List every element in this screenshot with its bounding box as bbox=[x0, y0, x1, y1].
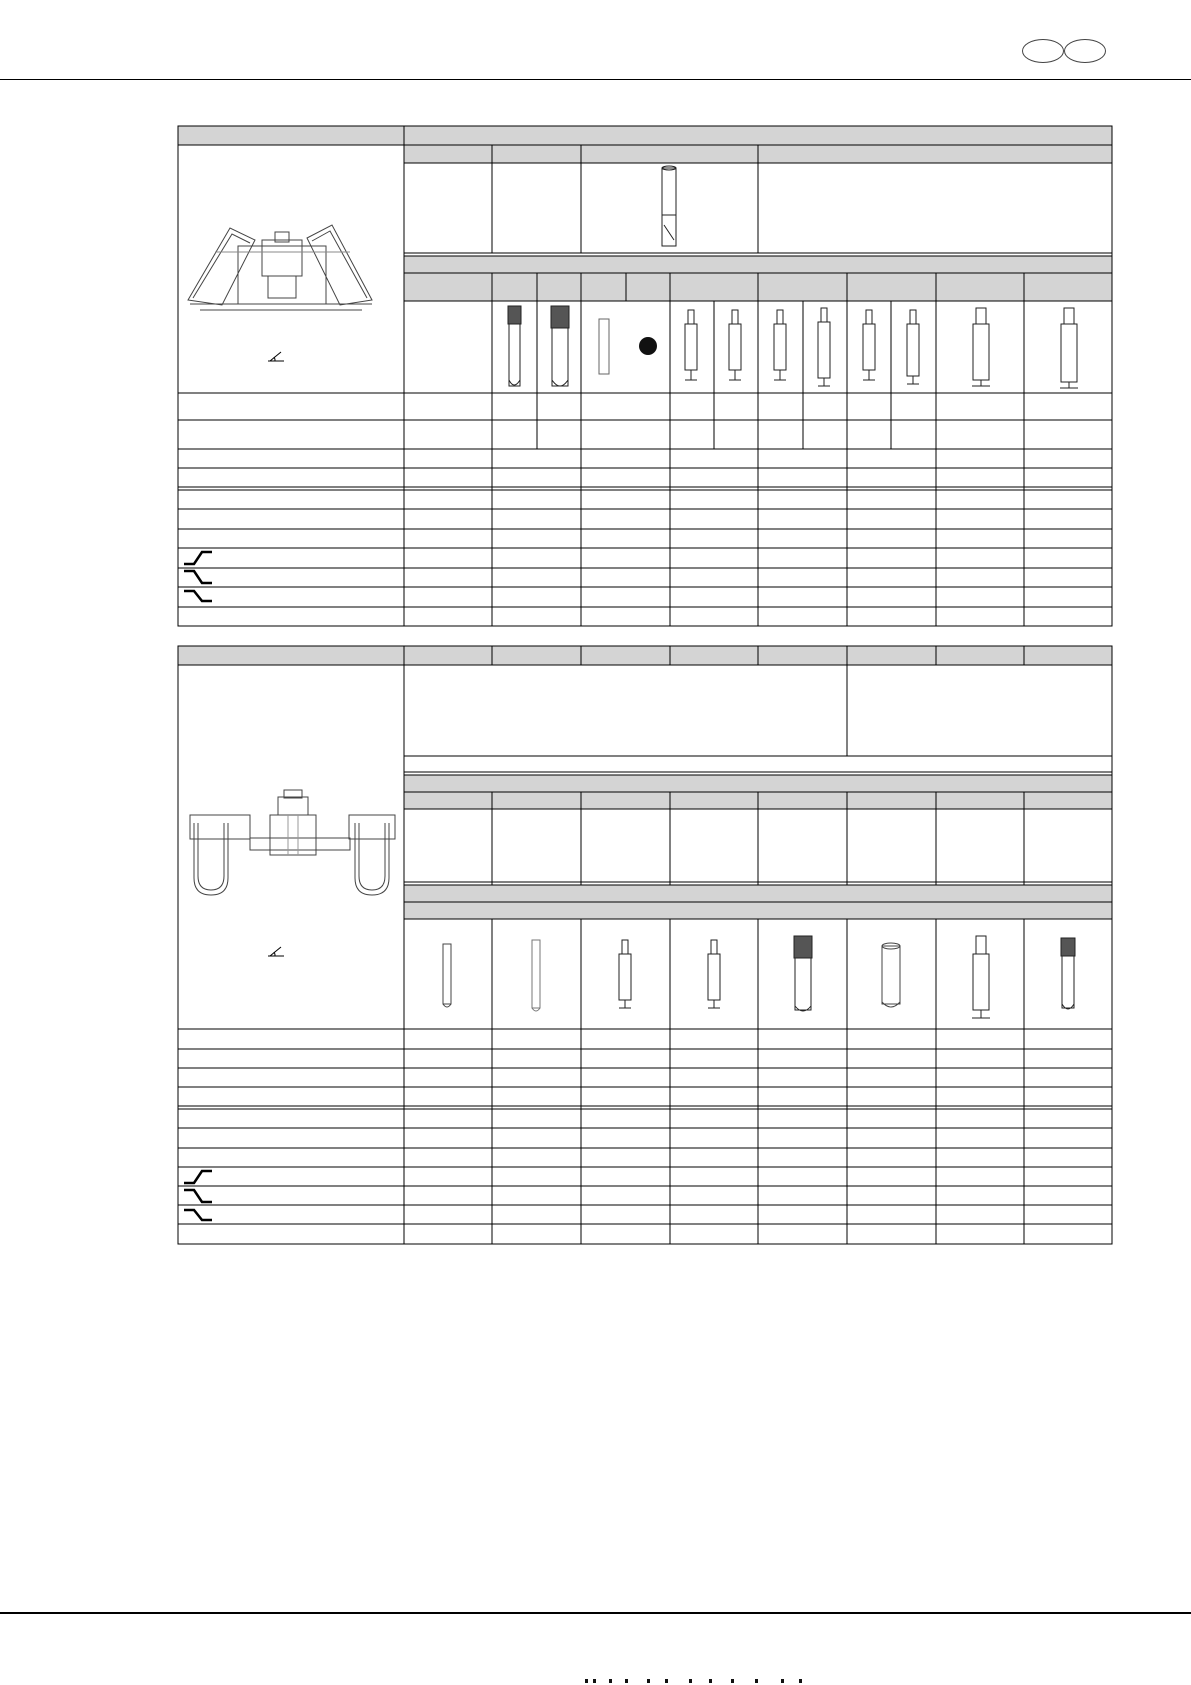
table-2 bbox=[178, 646, 1112, 1244]
table-1 bbox=[178, 126, 1112, 626]
syringe-tube-icon bbox=[774, 310, 786, 380]
cap-icon bbox=[639, 337, 657, 355]
deceleration-ramp-icon bbox=[184, 1210, 212, 1220]
table-1-header-band bbox=[178, 126, 1112, 145]
small-tube-icon bbox=[443, 944, 451, 1007]
table-2-header-band bbox=[178, 646, 1112, 665]
syringe-tube-icon bbox=[907, 310, 919, 384]
syringe-tube-icon bbox=[863, 310, 875, 380]
deceleration-ramp-icon bbox=[184, 591, 212, 601]
syringe-tube-icon bbox=[972, 308, 990, 386]
acceleration-ramp-icon bbox=[184, 1171, 212, 1183]
angle-icon bbox=[268, 352, 284, 361]
syringe-tube-icon bbox=[619, 940, 631, 1008]
tube-icon bbox=[882, 943, 900, 1007]
syringe-tube-icon bbox=[708, 940, 720, 1008]
angle-rotor-drawing bbox=[188, 225, 372, 310]
acceleration-ramp-icon bbox=[184, 552, 212, 564]
syringe-tube-icon bbox=[818, 308, 830, 386]
table-2-border bbox=[178, 646, 1112, 1244]
syringe-tube-icon bbox=[972, 936, 990, 1018]
small-tube-icon bbox=[532, 940, 540, 1011]
syringe-tube-icon bbox=[685, 310, 697, 380]
screw-cap-tube-icon bbox=[794, 936, 812, 1011]
brake-ramp-icon bbox=[184, 1190, 212, 1202]
screw-cap-tube-icon bbox=[1061, 938, 1075, 1009]
screw-cap-tube-icon bbox=[508, 306, 521, 386]
tube-icon bbox=[662, 166, 676, 246]
small-tube-icon bbox=[599, 319, 609, 374]
syringe-tube-icon bbox=[1060, 308, 1078, 388]
footer-rule bbox=[0, 1612, 1191, 1614]
footer-text-remnant bbox=[585, 1679, 885, 1683]
swing-out-rotor-drawing bbox=[190, 790, 395, 895]
angle-icon bbox=[268, 947, 284, 956]
brake-ramp-icon bbox=[184, 571, 212, 583]
syringe-tube-icon bbox=[729, 310, 741, 380]
screw-cap-tube-icon bbox=[551, 306, 569, 386]
table-1-border bbox=[178, 126, 1112, 626]
